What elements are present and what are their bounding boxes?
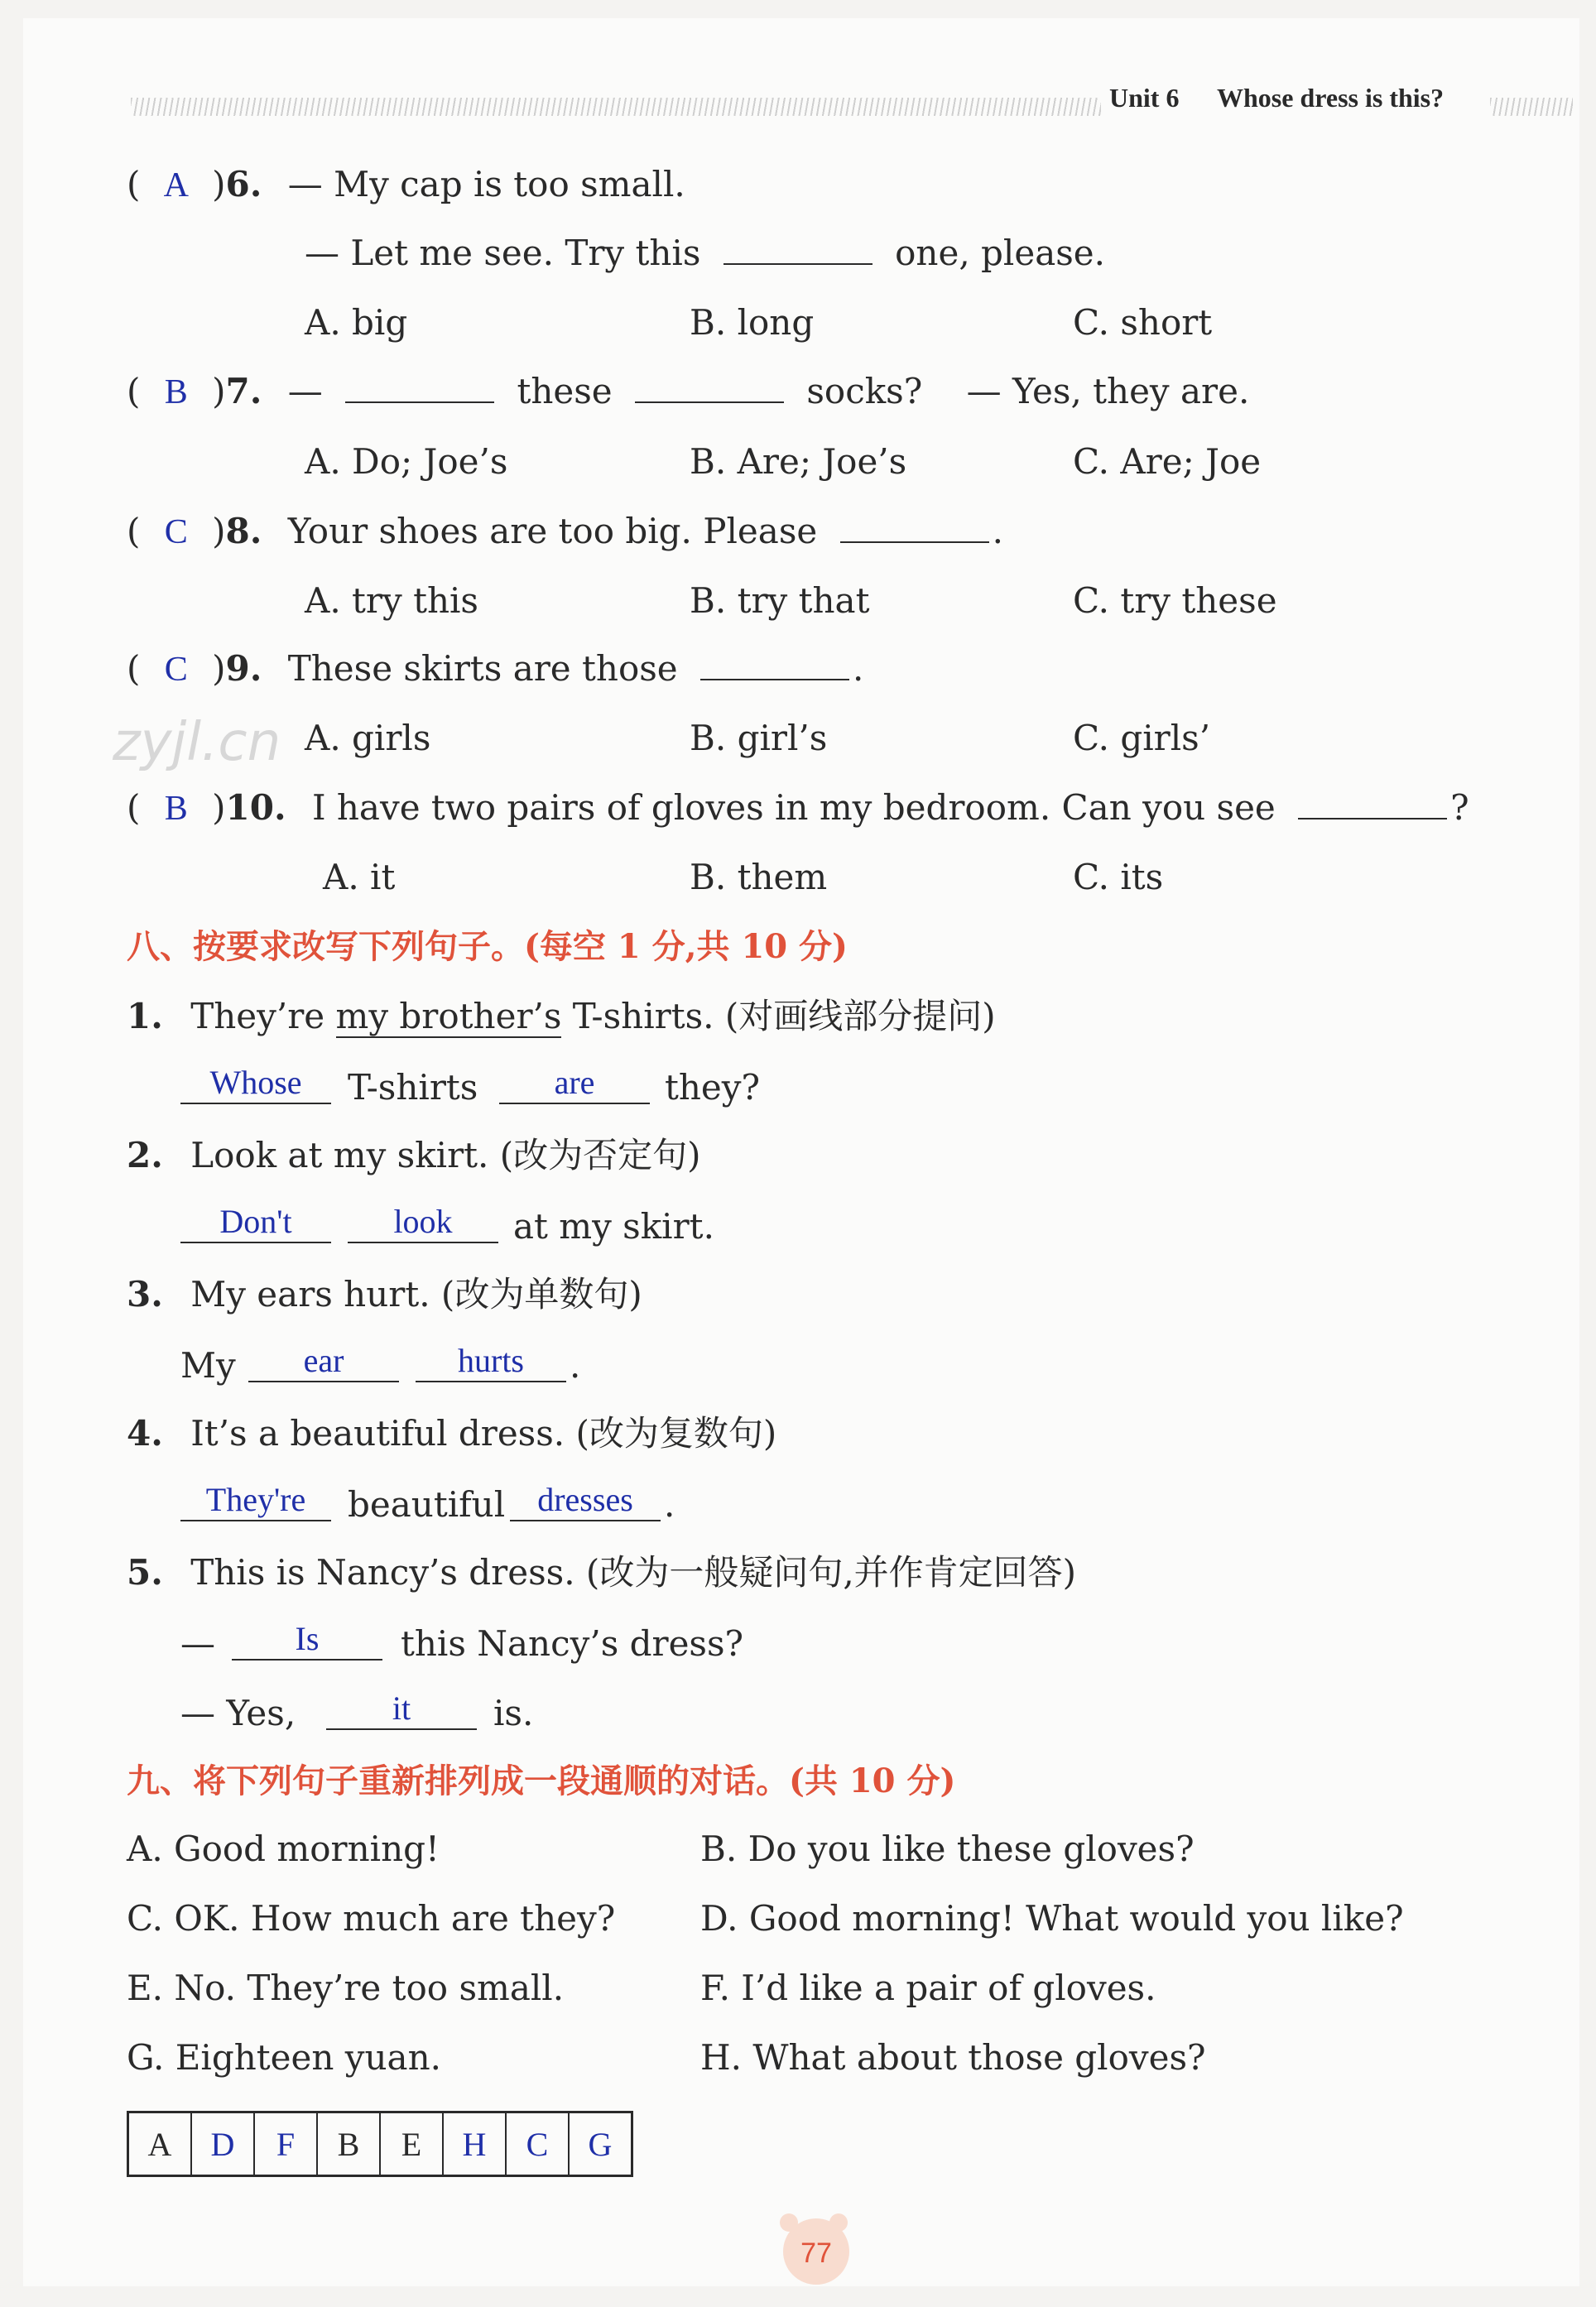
answer-blank: dresses [510, 1480, 661, 1521]
item-number: 4. [127, 1413, 163, 1454]
header-decoration-left [131, 98, 1101, 116]
question-6-line2 [305, 232, 1105, 275]
order-cell: A [128, 2112, 192, 2176]
blank [840, 541, 989, 543]
item-text: . [570, 1345, 581, 1386]
watermark: zyjl.cn [113, 712, 281, 773]
item-text: This is Nancy’s dress. (改为一般疑问句,并作肯定回答) [190, 1552, 1077, 1593]
blank [635, 401, 784, 403]
answer-blank: They're [180, 1480, 331, 1521]
question-6 [127, 163, 685, 207]
paren-open: ( [127, 371, 141, 411]
question-10 [127, 786, 1469, 830]
question-text: ? [1450, 787, 1469, 828]
question-number: 8. [225, 511, 262, 551]
answer-6: A [163, 166, 189, 204]
dialogue-sentence-a: A. Good morning! [127, 1829, 440, 1869]
item-text: My ears hurt. (改为单数句) [190, 1274, 642, 1315]
answer-blank: ear [248, 1341, 399, 1382]
section-8-title: 八、按要求改写下列句子。(每空 1 分,共 10 分) [127, 927, 848, 966]
dialogue-sentence-e: E. No. They’re too small. [127, 1968, 565, 2008]
answer-blank: Whose [180, 1063, 331, 1104]
option-c: C. try these [1073, 580, 1277, 621]
item-number: 2. [127, 1135, 163, 1175]
question-text: — Let me see. Try this [305, 233, 701, 273]
item-text: It’s a beautiful dress. (改为复数句) [190, 1413, 777, 1454]
blank [723, 263, 873, 265]
paren-close: ) [212, 371, 226, 411]
option-a: A. it [323, 857, 396, 897]
order-cell: F [254, 2112, 317, 2176]
question-text: — [287, 371, 323, 411]
order-cell: B [317, 2112, 380, 2176]
question-text: — My cap is too small. [287, 164, 685, 204]
rewrite-2 [127, 1134, 701, 1177]
question-7 [127, 370, 1249, 414]
rewrite-4 [127, 1412, 776, 1455]
blank [700, 679, 849, 680]
item-text: T-shirts. (对画线部分提问) [572, 996, 996, 1036]
paren-close: ) [212, 164, 226, 204]
answer-8: C [164, 513, 188, 551]
item-text: — Yes, [180, 1693, 296, 1733]
question-text: . [992, 511, 1003, 551]
order-cell: H [443, 2112, 506, 2176]
item-text: . [664, 1484, 675, 1525]
dash: — [180, 1623, 215, 1664]
question-number: 7. [225, 371, 262, 411]
order-cell: E [380, 2112, 443, 2176]
item-text: T-shirts [348, 1067, 478, 1108]
option-c: C. Are; Joe [1073, 441, 1262, 482]
section-9-title: 九、将下列句子重新排列成一段通顺的对话。(共 10 分) [127, 1761, 956, 1800]
question-text: these [517, 371, 613, 411]
rewrite-1 [127, 995, 996, 1038]
question-text: one, please. [895, 233, 1105, 273]
answer-9: C [164, 651, 188, 689]
answer-blank: Don't [180, 1202, 331, 1243]
question-9 [127, 647, 863, 691]
question-text: Your shoes are too big. Please [287, 511, 818, 551]
paren-close: ) [212, 787, 226, 828]
item-number: 1. [127, 996, 163, 1036]
question-text: These skirts are those [287, 648, 678, 689]
answer-blank: it [326, 1689, 477, 1730]
header-unit: Unit 6 [1109, 83, 1180, 113]
paren-close: ) [212, 648, 226, 689]
option-b: B. try that [690, 580, 870, 621]
option-b: B. Are; Joe’s [690, 441, 907, 482]
option-b: B. girl’s [690, 718, 828, 758]
paren-open: ( [127, 164, 141, 204]
order-cell: C [506, 2112, 569, 2176]
table-row [128, 2112, 632, 2176]
rewrite-5 [127, 1551, 1076, 1594]
item-text: this Nancy’s dress? [401, 1623, 744, 1664]
paren-open: ( [127, 648, 141, 689]
worksheet-page [23, 18, 1579, 2286]
blank [345, 401, 494, 403]
order-cell: G [569, 2112, 632, 2176]
answer-blank: hurts [416, 1341, 566, 1382]
answer-blank: Is [232, 1619, 382, 1661]
option-c: C. girls’ [1073, 718, 1211, 758]
question-8 [127, 510, 1003, 554]
item-number: 5. [127, 1552, 163, 1593]
question-text: I have two pairs of gloves in my bedroom. Can you see [311, 787, 1276, 828]
page-number: 77 [783, 2218, 849, 2285]
option-c: C. short [1073, 302, 1213, 343]
option-a: A. try this [305, 580, 478, 621]
dialogue-sentence-g: G. Eighteen yuan. [127, 2037, 441, 2078]
question-text: socks? [806, 371, 923, 411]
item-text: at my skirt. [513, 1206, 714, 1247]
option-a: A. girls [305, 718, 431, 758]
underlined-phrase: my brother’s [335, 996, 562, 1036]
dialogue-sentence-c: C. OK. How much are they? [127, 1898, 616, 1939]
answer-order-table [127, 2111, 633, 2177]
header-decoration-right [1490, 98, 1573, 116]
item-text: They’re [190, 996, 325, 1036]
option-b: B. long [690, 302, 815, 343]
question-number: 9. [225, 648, 262, 689]
item-text: is. [493, 1693, 534, 1733]
item-text: they? [665, 1067, 761, 1108]
answer-10: B [164, 790, 188, 828]
question-number: 10. [225, 787, 286, 828]
option-a: A. big [305, 302, 408, 343]
rewrite-3 [127, 1273, 642, 1316]
question-number: 6. [225, 164, 262, 204]
order-cell: D [191, 2112, 254, 2176]
option-a: A. Do; Joe’s [305, 441, 508, 482]
dialogue-sentence-b: B. Do you like these gloves? [700, 1829, 1195, 1869]
item-text: beautiful [348, 1484, 506, 1525]
blank [1298, 818, 1447, 819]
answer-7: B [164, 373, 188, 411]
dialogue-sentence-f: F. I’d like a pair of gloves. [700, 1968, 1156, 2008]
option-b: B. them [690, 857, 828, 897]
paren-close: ) [212, 511, 226, 551]
option-c: C. its [1073, 857, 1164, 897]
question-text: . [853, 648, 864, 689]
answer-blank: are [499, 1063, 650, 1104]
dialogue-sentence-d: D. Good morning! What would you like? [700, 1898, 1404, 1939]
paren-open: ( [127, 511, 141, 551]
item-text: Look at my skirt. (改为否定句) [190, 1135, 701, 1175]
item-number: 3. [127, 1274, 163, 1315]
dialogue-sentence-h: H. What about those gloves? [700, 2037, 1206, 2078]
header-title: Whose dress is this? [1217, 83, 1445, 113]
answer-blank: look [348, 1202, 498, 1243]
item-text: My [180, 1345, 236, 1386]
question-text: — Yes, they are. [966, 371, 1250, 411]
paren-open: ( [127, 787, 141, 828]
